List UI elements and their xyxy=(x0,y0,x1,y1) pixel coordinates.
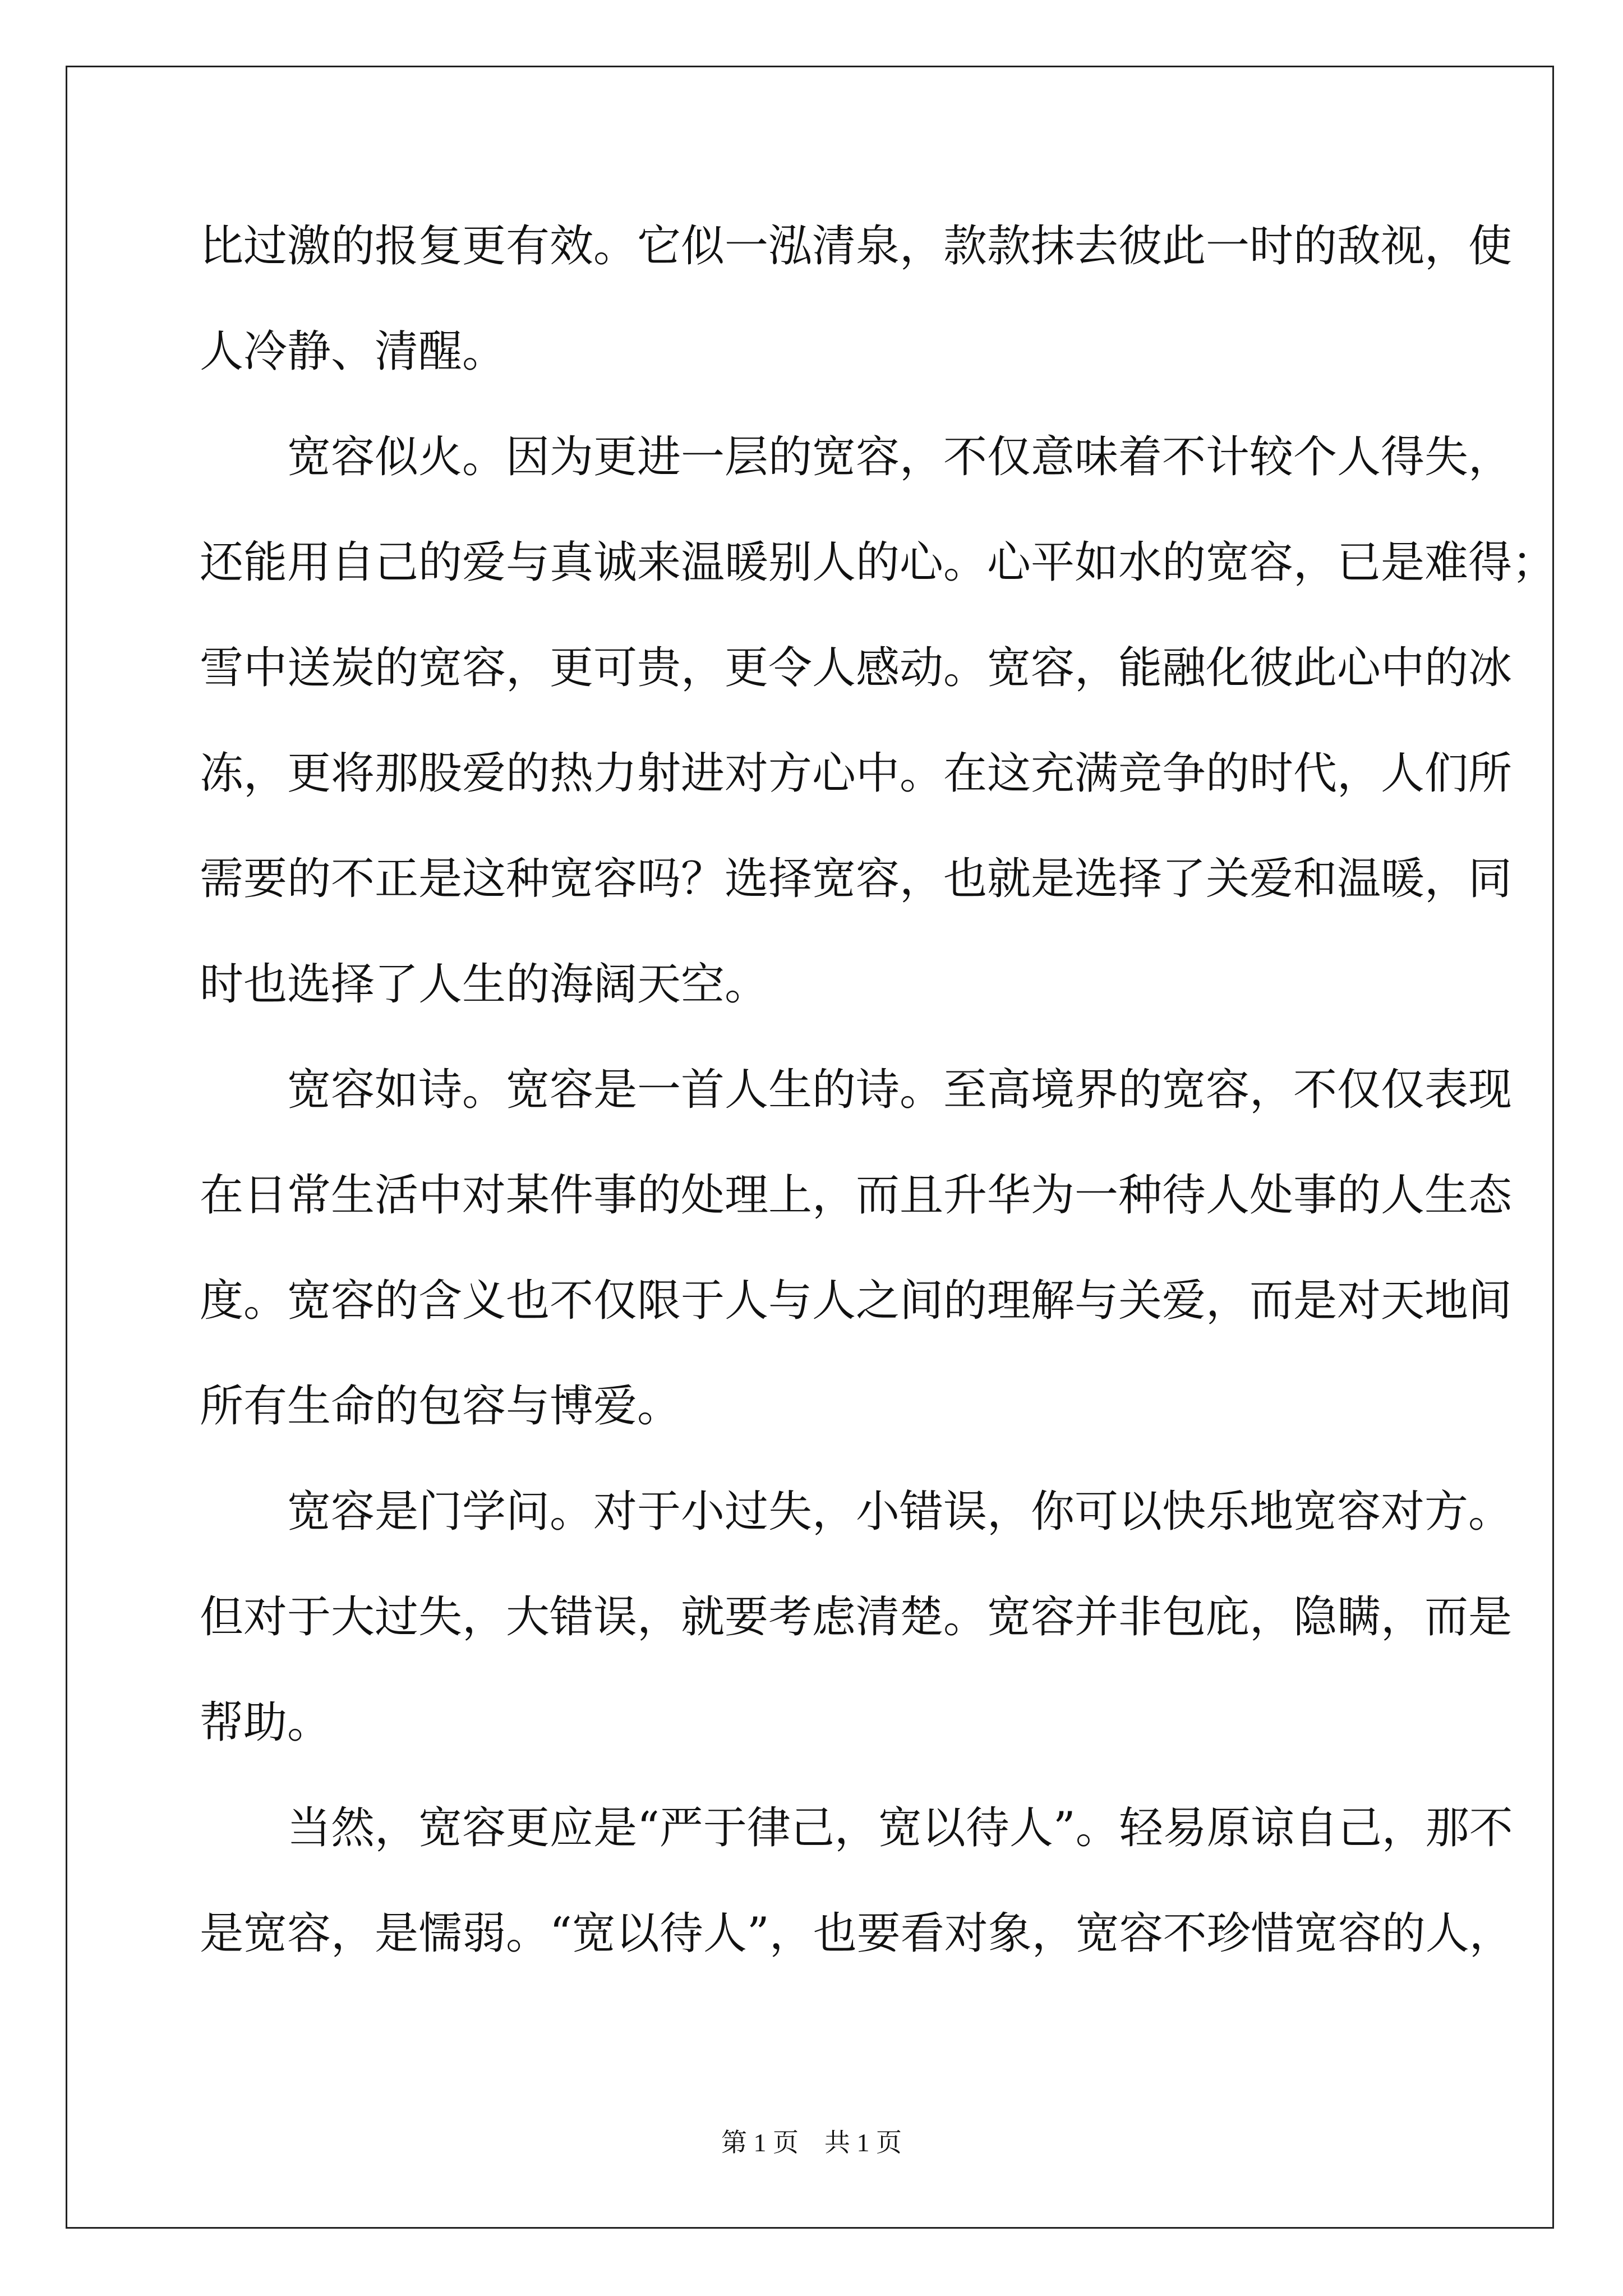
text-line: 宽容似火。因为更进一层的宽容，不仅意味着不计较个人得失， xyxy=(200,432,1513,482)
text-line: 人冷静、清醒。 xyxy=(200,326,506,377)
text-line: 但对于大过失，大错误，就要考虑清楚。宽容并非包庇，隐瞒，而是 xyxy=(200,1592,1513,1642)
text-line: 帮助。 xyxy=(200,1697,331,1748)
text-line: 冻，更将那股爱的热力射进对方心中。在这充满竞争的时代，人们所 xyxy=(200,748,1513,799)
text-line: 当然，宽容更应是“严于律己，宽以待人”。轻易原谅自己，那不 xyxy=(200,1803,1513,1853)
text-line: 所有生命的包容与博爱。 xyxy=(200,1381,681,1432)
text-line: 雪中送炭的宽容，更可贵，更令人感动。宽容，能融化彼此心中的冰 xyxy=(200,643,1513,693)
document-body xyxy=(200,194,1556,1986)
text-line: 比过激的报复更有效。它似一泓清泉，款款抹去彼此一时的敌视，使 xyxy=(200,221,1513,272)
text-line: 在日常生活中对某件事的处理上，而且升华为一种待人处事的人生态 xyxy=(200,1170,1513,1221)
text-line: 宽容是门学问。对于小过失，小错误，你可以快乐地宽容对方。 xyxy=(200,1487,1513,1537)
text-line: 还能用自己的爱与真诚来温暖别人的心。心平如水的宽容，已是难得； xyxy=(200,537,1556,588)
text-line: 度。宽容的含义也不仅限于人与人之间的理解与关爱，而是对天地间 xyxy=(200,1276,1513,1326)
text-line: 宽容如诗。宽容是一首人生的诗。至高境界的宽容，不仅仅表现 xyxy=(200,1065,1513,1115)
text-line: 是宽容，是懦弱。“宽以待人”，也要看对象，宽容不珍惜宽容的人， xyxy=(200,1908,1513,1959)
page-footer: 第 1 页 共 1 页 xyxy=(721,2128,902,2157)
text-line: 时也选择了人生的海阔天空。 xyxy=(200,959,769,1010)
text-line: 需要的不正是这种宽容吗？选择宽容，也就是选择了关爱和温暖，同 xyxy=(200,854,1513,904)
